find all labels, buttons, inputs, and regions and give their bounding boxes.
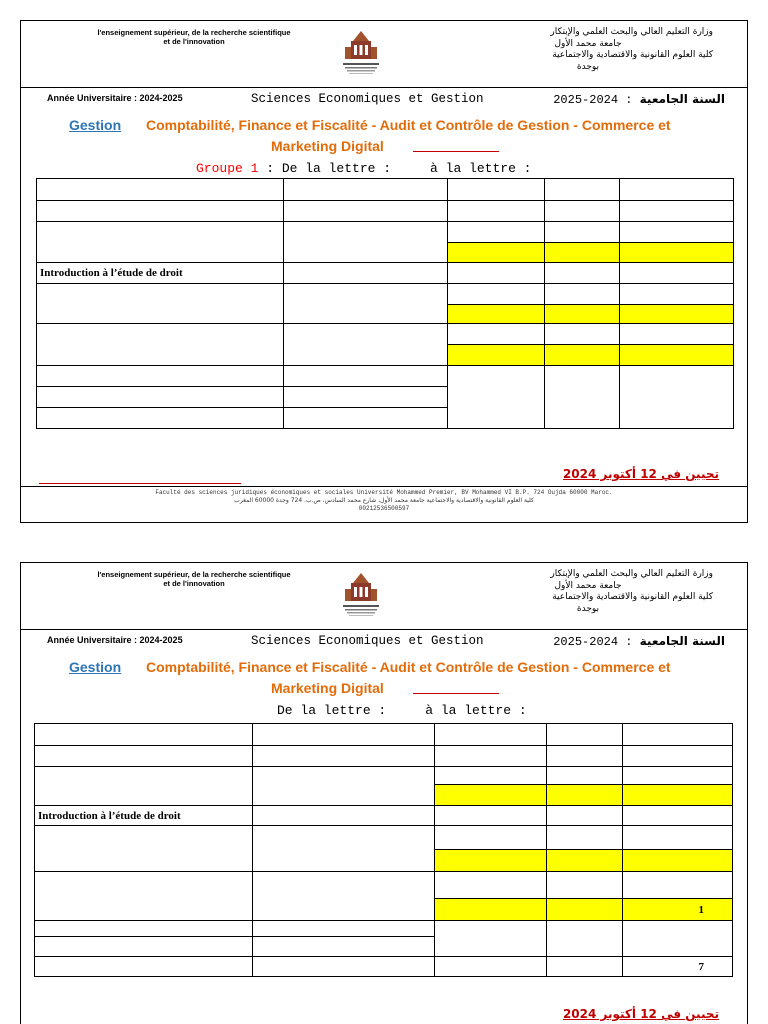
update-date: تحيين في 12 أكتوبر 2024: [562, 1007, 719, 1021]
table-cell: [35, 724, 253, 746]
phone-number: 00212536500597: [358, 505, 410, 513]
table-cell: [623, 921, 733, 957]
table-cell: [253, 957, 435, 977]
table-cell: [545, 179, 620, 201]
table-cell: [435, 826, 547, 850]
table-cell: [35, 826, 253, 872]
table-cell: [435, 872, 547, 899]
year-ar-label: السنة الجامعية: [639, 634, 725, 648]
table-cell: [620, 284, 734, 305]
table-cell: [448, 222, 545, 243]
schedule-table: [34, 723, 733, 977]
letter-range: De la lettre : à la lettre :: [277, 703, 527, 718]
highlighted-cell: [547, 785, 623, 806]
value-cell: 1: [623, 899, 733, 921]
header-french: [69, 29, 319, 46]
table-cell: [37, 222, 284, 263]
table-cell: [284, 366, 448, 387]
table-cell: [547, 806, 623, 826]
table-cell: [35, 746, 253, 767]
letter-range: : De la lettre : à la lettre :: [258, 161, 532, 176]
table-cell: [253, 746, 435, 767]
highlighted-cell: [435, 850, 547, 872]
highlighted-cell: [545, 305, 620, 324]
table-cell: [284, 408, 448, 429]
title-block: [21, 659, 747, 699]
table-cell: [547, 826, 623, 850]
highlighted-cell: [620, 305, 734, 324]
table-cell: [435, 724, 547, 746]
title-gestion: Gestion: [69, 117, 122, 133]
header-fr-line: l'enseignement supérieur, de la recherche scientifique: [97, 28, 291, 37]
page-header: [21, 21, 747, 88]
table-cell: [35, 957, 253, 977]
table-cell: [37, 179, 284, 201]
page-header: [21, 563, 747, 630]
table-cell: [253, 826, 435, 872]
table-cell: [37, 201, 284, 222]
table-cell: [435, 957, 547, 977]
highlighted-cell: [623, 785, 733, 806]
highlighted-cell: [448, 305, 545, 324]
highlighted-cell: [620, 243, 734, 263]
table-cell: [623, 872, 733, 899]
header-ar-line: جامعة محمد الأول: [554, 38, 622, 49]
table-cell: [547, 767, 623, 785]
highlighted-cell: [448, 243, 545, 263]
table-cell: [435, 746, 547, 767]
year-ar-label: السنة الجامعية: [639, 92, 725, 106]
university-seal-icon: [339, 571, 383, 623]
table-cell: [620, 222, 734, 243]
table-cell: [37, 387, 284, 408]
table-cell: [284, 179, 448, 201]
table-cell: [448, 284, 545, 305]
table-cell: [35, 767, 253, 806]
table-cell: [620, 263, 734, 284]
table-cell: [253, 872, 435, 921]
academic-year-ar: [553, 92, 725, 107]
table-cell: [547, 957, 623, 977]
table-cell: [545, 263, 620, 284]
table-cell: [620, 201, 734, 222]
title-line-2: Marketing Digital: [271, 138, 384, 154]
table-cell: [284, 263, 448, 284]
table-cell: [623, 806, 733, 826]
group-line: [196, 161, 531, 176]
header-fr-line: et de l'innovation: [163, 578, 225, 588]
table-cell: [284, 284, 448, 324]
table-cell: [620, 324, 734, 345]
address-fr: Faculté des sciences juridiques économiques et sociales Université Mohammed Premier, BV Mohammed VI B.P. 724 Oujda 60000 Maroc.: [155, 489, 613, 496]
update-date: تحيين في 12 أكتوبر 2024: [562, 467, 719, 481]
table-cell: [253, 806, 435, 826]
table-cell: [623, 746, 733, 767]
header-arabic: [463, 27, 713, 74]
table-cell: [623, 767, 733, 785]
highlighted-cell: [547, 850, 623, 872]
header-fr-line: l'enseignement supérieur, de la recherche scientifique: [97, 570, 291, 579]
table-cell: [545, 324, 620, 345]
course-name: Introduction à l’étude de droit: [37, 263, 284, 284]
header-ar-line: كلية العلوم القانونية والاقتصادية والاجتماعية: [552, 592, 713, 603]
table-cell: [620, 366, 734, 429]
table-cell: [253, 921, 435, 937]
table-cell: [284, 324, 448, 366]
table-cell: [623, 724, 733, 746]
table-cell: [37, 324, 284, 366]
highlighted-cell: [448, 345, 545, 366]
academic-year-fr: Année Universitaire : 2024-2025: [47, 93, 183, 103]
table-cell: [448, 179, 545, 201]
table-cell: [545, 201, 620, 222]
footer-separator: [21, 486, 747, 487]
program-name: Sciences Economiques et Gestion: [251, 92, 484, 106]
table-cell: [253, 767, 435, 806]
title-line-1: Comptabilité, Finance et Fiscalité - Audit et Contrôle de Gestion - Commerce et: [146, 117, 671, 133]
title-block: [21, 117, 747, 157]
table-cell: [545, 222, 620, 243]
table-cell: [547, 872, 623, 899]
table-cell: [545, 366, 620, 429]
highlighted-cell: [435, 899, 547, 921]
table-cell: [435, 806, 547, 826]
highlighted-cell: [623, 850, 733, 872]
table-cell: [35, 921, 253, 937]
table-cell: [620, 179, 734, 201]
document-page-1: [20, 20, 748, 523]
title-gestion: Gestion: [69, 659, 122, 675]
table-cell: [253, 724, 435, 746]
university-seal-icon: [339, 29, 383, 81]
title-underline: [413, 693, 499, 694]
table-cell: [284, 201, 448, 222]
table-cell: [253, 937, 435, 957]
table-cell: [435, 767, 547, 785]
table-cell: [545, 284, 620, 305]
value-cell: 7: [623, 957, 733, 977]
table-cell: [284, 222, 448, 263]
course-name: Introduction à l’étude de droit: [35, 806, 253, 826]
year-ar-value: 2025-2024 :: [553, 93, 640, 107]
table-cell: [623, 826, 733, 850]
table-cell: [37, 366, 284, 387]
header-arabic: [463, 569, 713, 616]
address-ar: كلية العلوم القانونية والاقتصادية والاجتماعية جامعة محمد الأول، شارع محمد السادس، ص.ب. 724 وجدة 60000 المغرب: [234, 497, 534, 505]
year-line: [21, 635, 747, 649]
footer-address: [21, 489, 747, 513]
highlighted-cell: [620, 345, 734, 366]
header-ar-line: وزارة التعليم العالي والبحث العلمي والإبتكار: [550, 569, 713, 579]
header-ar-line: بوجدة: [576, 62, 600, 73]
header-ar-line: وزارة التعليم العالي والبحث العلمي والإبتكار: [550, 27, 713, 37]
table-cell: [547, 921, 623, 957]
highlighted-cell: [545, 243, 620, 263]
title-underline: [413, 151, 499, 152]
table-cell: [448, 324, 545, 345]
highlighted-cell: [547, 899, 623, 921]
table-cell: [547, 746, 623, 767]
year-ar-value: 2025-2024 :: [553, 635, 640, 649]
document-page-2: [20, 562, 748, 1024]
title-line-1: Comptabilité, Finance et Fiscalité - Audit et Contrôle de Gestion - Commerce et: [146, 659, 671, 675]
academic-year-ar: [553, 634, 725, 649]
header-ar-line: كلية العلوم القانونية والاقتصادية والاجتماعية: [552, 50, 713, 61]
title-line-2: Marketing Digital: [271, 680, 384, 696]
table-cell: [435, 921, 547, 957]
table-cell: [448, 366, 545, 429]
table-cell: [35, 937, 253, 957]
table-cell: [37, 408, 284, 429]
table-cell: [284, 387, 448, 408]
header-ar-line: جامعة محمد الأول: [554, 580, 622, 591]
program-name: Sciences Economiques et Gestion: [251, 634, 484, 648]
group-label: Groupe 1: [196, 161, 259, 176]
table-cell: [448, 201, 545, 222]
table-cell: [547, 724, 623, 746]
header-french: [69, 571, 319, 588]
table-cell: [448, 263, 545, 284]
academic-year-fr: Année Universitaire : 2024-2025: [47, 635, 183, 645]
schedule-table: [36, 178, 734, 429]
highlighted-cell: [545, 345, 620, 366]
table-cell: [37, 284, 284, 324]
signature-line: [39, 483, 241, 484]
header-ar-line: بوجدة: [576, 604, 600, 615]
header-fr-line: et de l'innovation: [163, 36, 225, 46]
highlighted-cell: [435, 785, 547, 806]
year-line: [21, 93, 747, 107]
table-cell: [35, 872, 253, 921]
